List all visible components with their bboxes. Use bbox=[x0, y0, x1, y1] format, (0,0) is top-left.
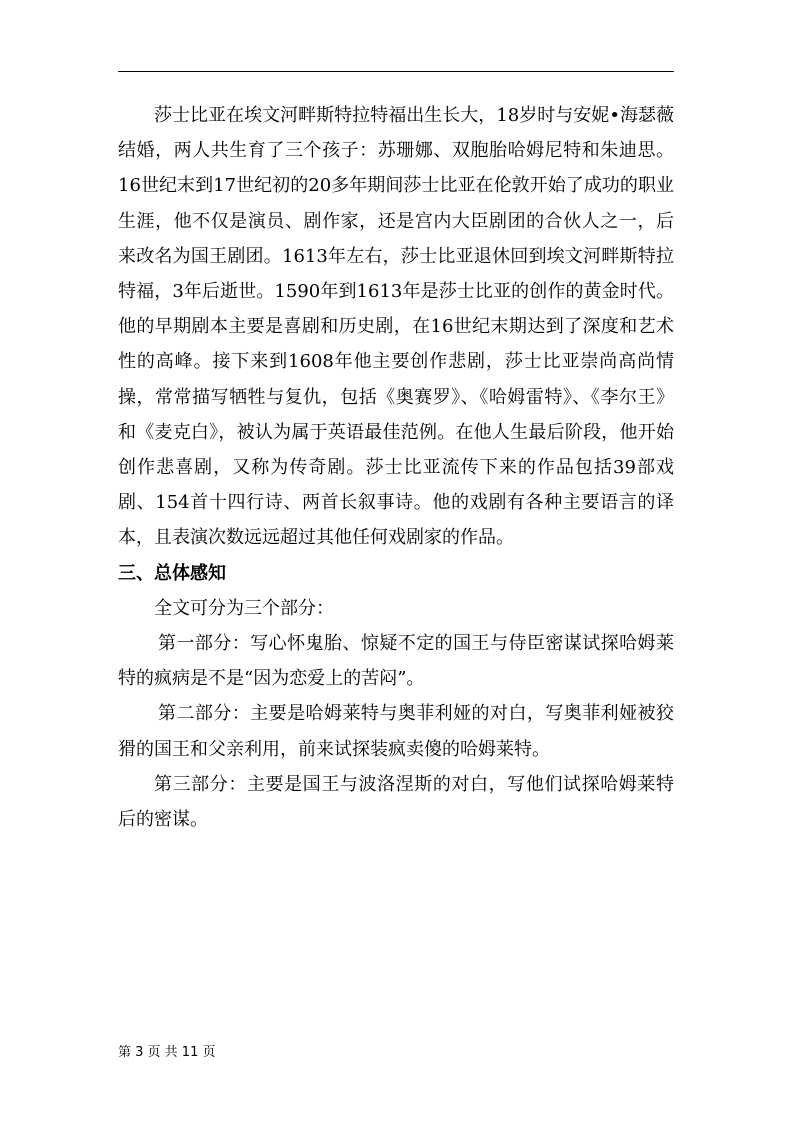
section-heading: 三、总体感知 bbox=[118, 562, 226, 584]
part1-paragraph: 第一部分：写心怀鬼胎、惊疑不定的国王与侍臣密谋试探哈姆莱特的疯病是不是“因为恋爱上的苦闷”。 bbox=[118, 633, 674, 690]
document-body bbox=[118, 98, 674, 837]
header-rule bbox=[118, 71, 674, 72]
part2-paragraph: 第二部分：主要是哈姆莱特与奥菲利娅的对白，写奥菲利娅被狡猾的国王和父亲利用，前来试探装疯卖傻的哈姆莱特。 bbox=[118, 703, 674, 760]
page-footer: 第 3 页 共 11 页 bbox=[118, 1045, 216, 1060]
intro-paragraph: 莎士比亚在埃文河畔斯特拉特福出生长大，18岁时与安妮•海瑟薇结婚，两人共生育了三个孩子：苏珊娜、双胞胎哈姆尼特和朱迪思。16世纪末到17世纪初的20多年期间莎士比亚在伦敦开始了成功的职业生涯，他不仅是演员、剧作家，还是宫内大臣剧团的合伙人之一，后来改名为国王剧团。1613年左右，莎士比亚退休回到埃文河畔斯特拉特福，3年后逝世。1590年到1613年是莎士比亚的创作的黄金时代。他的早期剧本主要是喜剧和历史剧，在16世纪末期达到了深度和艺术性的高峰。接下来到1608年他主要创作悲剧，莎士比亚崇尚高尚情操，常常描写牺牲与复仇，包括《奥赛罗》、《哈姆雷特》、《李尔王》和《麦克白》，被认为属于英语最佳范例。在他人生最后阶段，他开始创作悲喜剧，又称为传奇剧。莎士比亚流传下来的作品包括39部戏剧、154首十四行诗、两首长叙事诗。他的戏剧有各种主要语言的译本，且表演次数远远超过其他任何戏剧家的作品。 bbox=[118, 105, 674, 549]
division-intro-paragraph: 全文可分为三个部分： bbox=[154, 597, 334, 619]
part3-paragraph: 第三部分：主要是国王与波洛涅斯的对白，写他们试探哈姆莱特后的密谋。 bbox=[118, 773, 674, 831]
